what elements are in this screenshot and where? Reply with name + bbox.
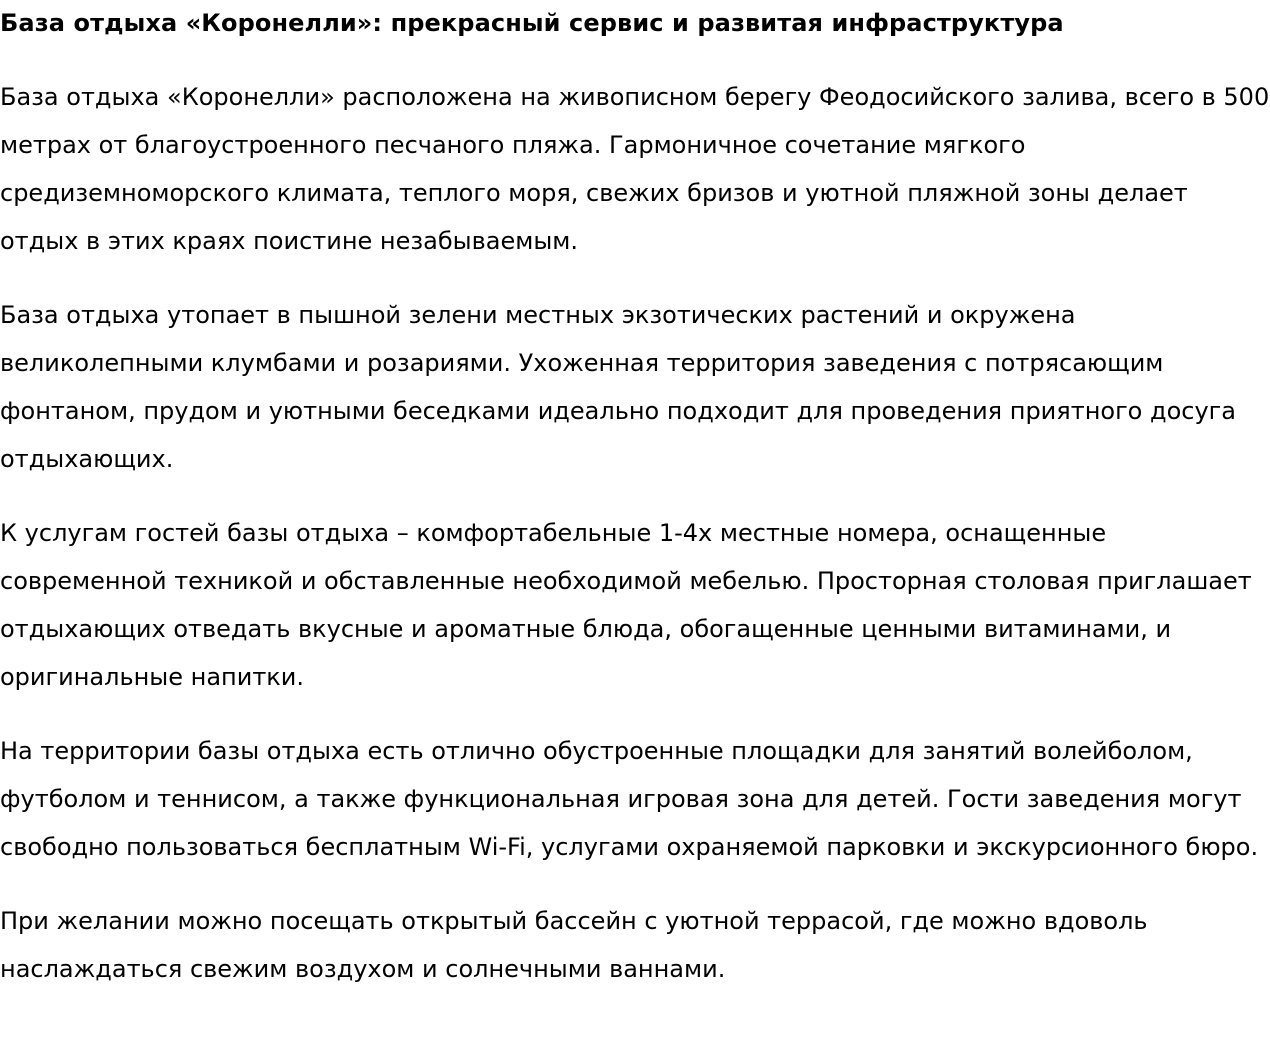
article-title: База отдыха «Коронелли»: прекрасный сервис и развитая инфраструктура	[0, 9, 1064, 37]
article-paragraph-location: База отдыха «Коронелли» расположена на живописном берегу Феодосийского залива, всего в 500 метрах от благоустроенного песчаного пляжа. Гармоничное сочетание мягкого средиземноморского климата, теплого моря, свежих бризов и уютной пляжной зоны делает отдых в этих краях поистине незабываемым.	[0, 83, 1270, 255]
article-paragraph-territory: База отдыха утопает в пышной зелени местных экзотических растений и окружена великолепными клумбами и розариями. Ухоженная территория заведения с потрясающим фонтаном, прудом и уютными беседками идеально подходит для проведения приятного досуга отдыхающих.	[0, 301, 1236, 473]
article-paragraph-facilities: На территории базы отдыха есть отлично обустроенные площадки для занятий волейболом, футболом и теннисом, а также функциональная игровая зона для детей. Гости заведения могут свободно пользоваться бесплатным Wi-Fi, услугами охраняемой парковки и экскурсионного бюро.	[0, 737, 1259, 861]
article-paragraph-pool: При желании можно посещать открытый бассейн с уютной террасой, где можно вдоволь наслаждаться свежим воздухом и солнечными ваннами.	[0, 907, 1148, 983]
article-paragraph-rooms-dining: К услугам гостей базы отдыха – комфортабельные 1-4х местные номера, оснащенные современной техникой и обставленные необходимой мебелью. Просторная столовая приглашает отдыхающих отведать вкусные и ароматные блюда, обогащенные ценными витаминами, и оригинальные напитки.	[0, 519, 1252, 691]
